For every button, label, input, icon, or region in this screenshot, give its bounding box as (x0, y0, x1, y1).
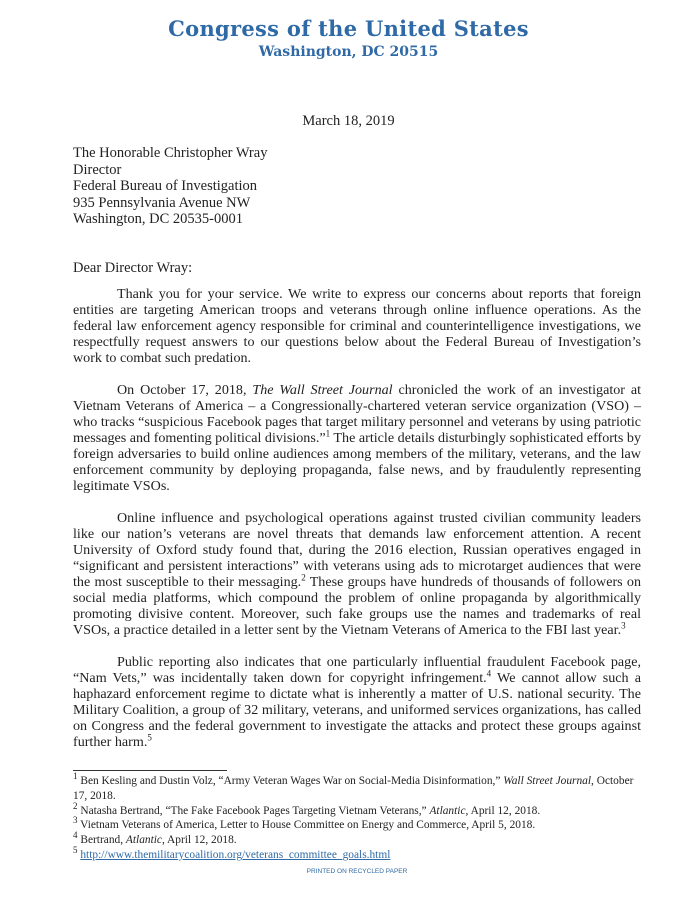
footnote-number: 5 (73, 845, 78, 856)
footnote-ref: 5 (147, 732, 152, 743)
footnote (73, 771, 643, 804)
letterhead-location: Washington, DC 20515 (258, 44, 439, 60)
text: Bertrand, (80, 834, 126, 847)
text: These groups have hundreds of thousands of followers on social media platforms, which compound the problem of online propaganda by algorithmically promoting divisive content. Moreover, such fake groups use the names and trademarks of real VSOs, a practice detailed in a letter sent by the Vietnam Veterans of America to the FBI last year. (73, 574, 641, 638)
text: Natasha Bertrand, “The Fake Facebook Pages Targeting Vietnam Veterans,” (80, 804, 430, 817)
text: The article details disturbingly sophisticated efforts by foreign adversaries to build online audiences among members of the military, veterans, and the law enforcement community by deploying propaganda, false news, and by fraudulently representing legitimate VSOs. (73, 430, 641, 494)
text: Ben Kesling and Dustin Volz, “Army Veteran Wages War on Social-Media Disinformation,” (80, 775, 504, 787)
address-line: Federal Bureau of Investigation (73, 178, 258, 195)
paragraph-3 (73, 510, 641, 638)
footnote-number: 2 (73, 800, 78, 811)
footnotes (73, 771, 643, 863)
recipient-address (73, 145, 267, 228)
text: Vietnam Veterans of America, Letter to House Committee on Energy and Commerce, April 5, 2018. (80, 819, 536, 832)
footnote-link[interactable]: http://www.themilitarycoalition.org/veterans_committee_goals.html (80, 848, 391, 861)
salutation: Dear Director Wray: (73, 260, 193, 276)
address-line: Washington, DC 20535-0001 (73, 211, 244, 228)
text: Public reporting also indicates that one particularly influential fraudulent Facebook page, “Nam Vets,” was incidentally taken down for copyright infringement. (73, 654, 641, 686)
text: , April 12, 2018. (465, 804, 541, 817)
letter-date: March 18, 2019 (302, 113, 395, 129)
footnote (73, 815, 643, 833)
publication-name: The Wall Street Journal (252, 382, 393, 398)
footnote (73, 800, 643, 819)
footnote-divider (73, 770, 227, 771)
paragraph-4 (73, 654, 641, 750)
paragraph-2 (73, 382, 641, 494)
footnote-number: 1 (73, 771, 78, 782)
text: Online influence and psychological operations against trusted civilian community leaders like our nation’s veterans are novel threats that demands law enforcement attention. A recent University of Oxford study found that, during the 2016 election, Russian operatives engaged in “significant and persistent interactions” with veterans using ads to microtarget audiences that were the most susceptible to their messaging. (73, 510, 641, 590)
footnote-ref: 4 (486, 668, 492, 679)
address-line: The Honorable Christopher Wray (73, 145, 268, 161)
text: We cannot allow such a haphazard enforcement regime to dictate what is inherently a matter of U.S. national security. The Military Coalition, a group of 32 military, veterans, and uniformed services organizations, has called on Congress and the federal government to investigate the attacks and protect these groups against further harm. (73, 670, 641, 750)
paragraph-1: Thank you for your service. We write to express our concerns about reports that foreign entities are targeting American troops and veterans through online influence operations. As the federal law enforcement agency responsible for criminal and counterintelligence investigations, we respectfully request answers to our questions below about the Federal Bureau of Investigation’s work to combat such predation. (73, 286, 641, 366)
footnote-ref: 3 (621, 620, 626, 631)
text: , October 17, 2018. (73, 775, 634, 802)
letterhead-title: Congress of the United States (168, 16, 529, 41)
letter-body (73, 286, 641, 750)
footnote-number: 4 (73, 830, 78, 841)
recycled-paper-notice: PRINTED ON RECYCLED PAPER (306, 867, 408, 875)
footnote (73, 845, 643, 863)
footnote-number: 3 (73, 815, 78, 826)
text: On October 17, 2018, (117, 382, 253, 398)
address-line: Director (73, 161, 122, 178)
publication-name: Wall Street Journal (503, 775, 592, 787)
footnote (73, 830, 643, 848)
address-line: 935 Pennsylvania Avenue NW (73, 194, 251, 211)
text: chronicled the work of an investigator at Vietnam Veterans of America – a Congressionally-chartered veteran service organization (VSO) – who tracks “suspicious Facebook pages that target military personnel and veterans by using patriotic messages and fomenting political divisions.” (73, 382, 642, 446)
text: , April 12, 2018. (161, 834, 237, 847)
footnote-ref: 1 (325, 428, 331, 439)
publication-name: Atlantic (429, 804, 466, 817)
letter-content (73, 286, 641, 876)
footnote-ref: 2 (301, 572, 306, 583)
publication-name: Atlantic (125, 834, 162, 847)
